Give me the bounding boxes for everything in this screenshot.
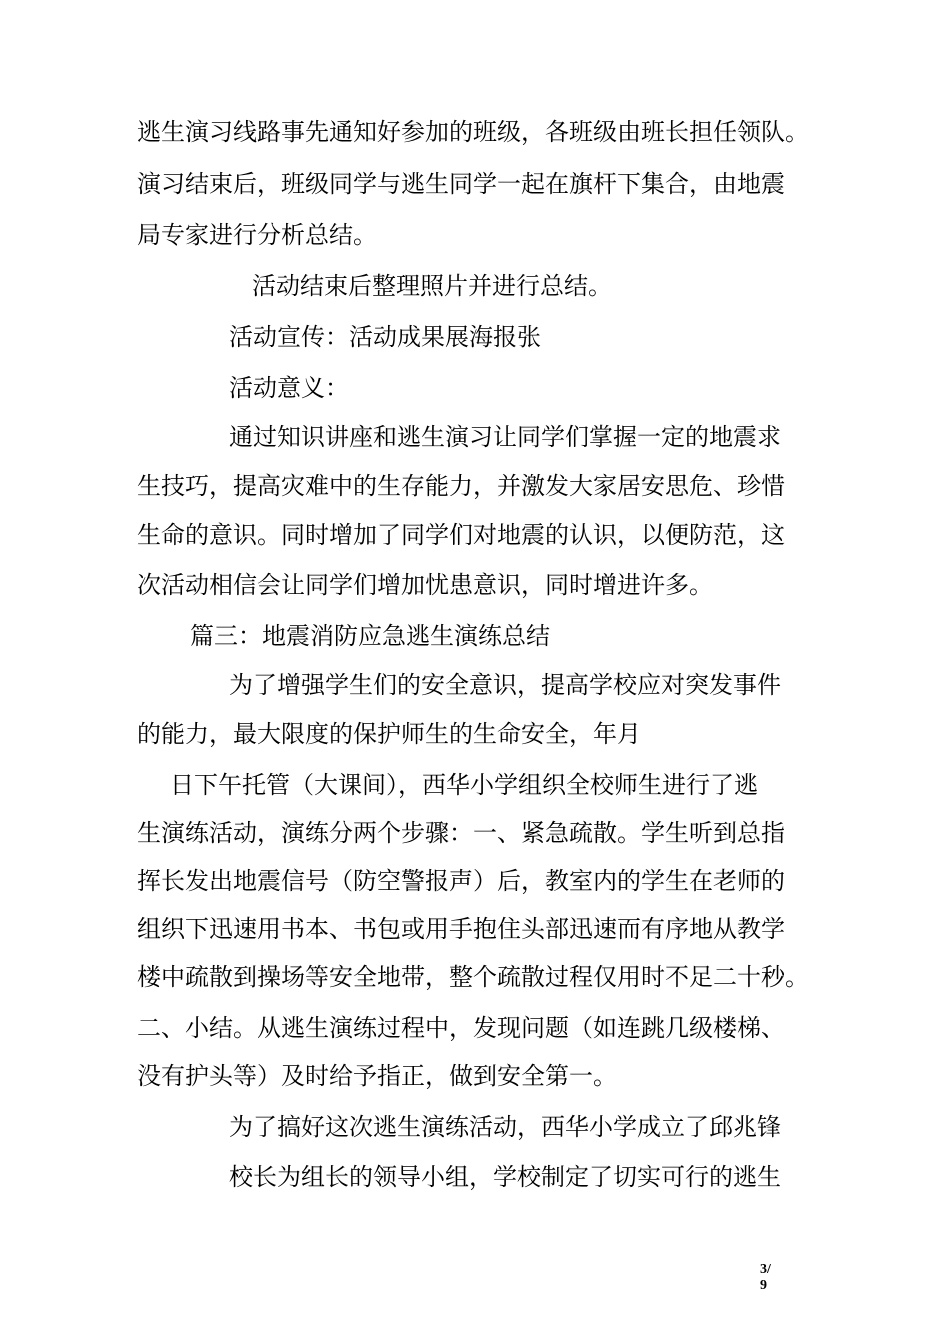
text-line-7: 通过知识讲座和逃生演习让同学们掌握一定的地震求 (229, 423, 781, 451)
text-line-4: 活动结束后整理照片并进行总结。 (252, 272, 612, 300)
text-line-6: 活动意义： (229, 374, 349, 402)
text-line-8: 生技巧，提高灾难中的生存能力，并激发大家居安思危、珍惜 (137, 472, 785, 500)
text-line-20: 没有护头等）及时给予指正，做到安全第一。 (137, 1062, 617, 1090)
text-line-13: 的能力，最大限度的保护师生的生命安全，年月 (137, 720, 641, 748)
text-line-1: 逃生演习线路事先通知好参加的班级，各班级由班长担任领队。 (137, 118, 809, 146)
page-number (760, 1262, 784, 1294)
page-number-total: 9 (760, 1278, 767, 1293)
text-line-14: 日下午托管（大课间），西华小学组织全校师生进行了逃 (170, 771, 758, 799)
text-line-15: 生演练活动，演练分两个步骤：一、紧急疏散。学生听到总指 (137, 819, 785, 847)
text-line-5: 活动宣传：活动成果展海报张 (229, 323, 541, 351)
text-line-22: 校长为组长的领导小组，学校制定了切实可行的逃生 (229, 1163, 781, 1191)
section-heading: 篇三：地震消防应急逃生演练总结 (190, 622, 550, 650)
text-line-16: 挥长发出地震信号（防空警报声）后，教室内的学生在老师的 (137, 867, 785, 895)
page-number-current: 3/ (760, 1262, 771, 1277)
text-line-18: 楼中疏散到操场等安全地带，整个疏散过程仅用时不足二十秒。 (137, 963, 809, 991)
text-line-9: 生命的意识。同时增加了同学们对地震的认识，以便防范，这 (137, 521, 785, 549)
text-line-10: 次活动相信会让同学们增加忧患意识，同时增进许多。 (137, 571, 713, 599)
text-line-21: 为了搞好这次逃生演练活动，西华小学成立了邱兆锋 (229, 1113, 781, 1141)
text-line-19: 二、小结。从逃生演练过程中，发现问题（如连跳几级楼梯、 (137, 1014, 785, 1042)
text-line-2: 演习结束后，班级同学与逃生同学一起在旗杆下集合，由地震 (137, 170, 785, 198)
text-line-12: 为了增强学生们的安全意识，提高学校应对突发事件 (229, 671, 781, 699)
text-line-17: 组织下迅速用书本、书包或用手抱住头部迅速而有序地从教学 (137, 915, 785, 943)
text-line-3: 局专家进行分析总结。 (137, 221, 377, 249)
